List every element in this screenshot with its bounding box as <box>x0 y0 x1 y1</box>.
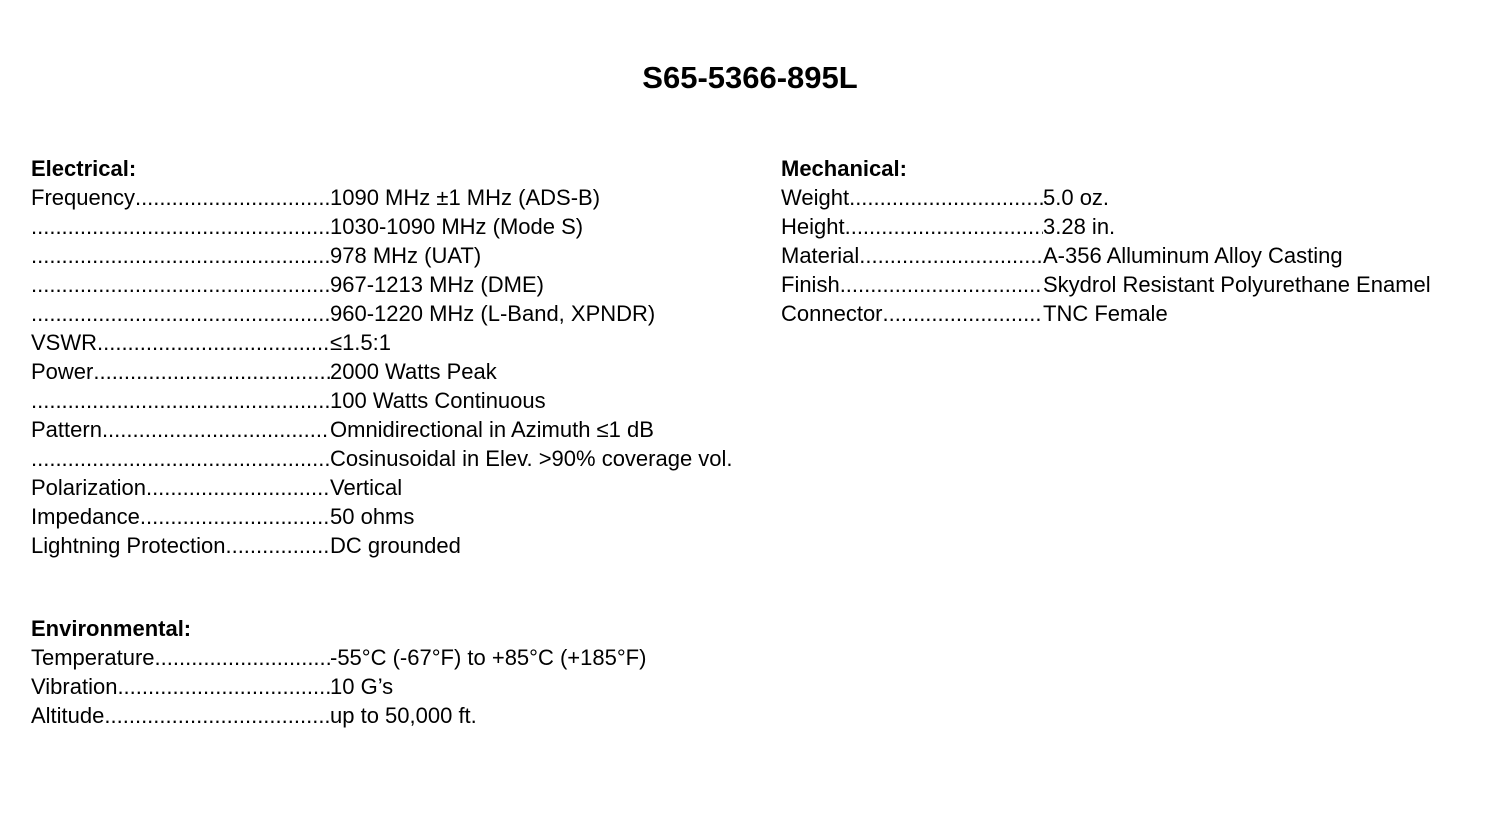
spec-row <box>31 701 646 730</box>
spec-label: Power <box>31 359 94 384</box>
spec-value: 3.28 in. <box>1043 214 1116 239</box>
spec-value: up to 50,000 ft. <box>330 703 477 728</box>
spec-value: TNC Female <box>1043 301 1168 326</box>
spec-value: 1090 MHz ±1 MHz (ADS-B) <box>330 185 601 210</box>
spec-value: 2000 Watts Peak <box>330 359 497 384</box>
dot-leader <box>135 183 330 212</box>
spec-label-leader <box>31 270 330 299</box>
spec-label-leader <box>31 701 330 730</box>
spec-label-leader <box>31 241 330 270</box>
mechanical-section <box>781 154 1431 328</box>
dot-leader <box>225 531 330 560</box>
spec-value: 50 ohms <box>330 504 415 529</box>
spec-row <box>31 415 733 444</box>
spec-row <box>781 212 1431 241</box>
spec-row <box>31 531 733 560</box>
spec-value: Skydrol Resistant Polyurethane Enamel <box>1043 272 1431 297</box>
spec-value: DC grounded <box>330 533 461 558</box>
spec-label: Frequency <box>31 185 135 210</box>
dot-leader <box>883 299 1043 328</box>
section-heading: Mechanical: <box>781 156 907 181</box>
spec-row <box>31 270 733 299</box>
spec-value: 10 G’s <box>330 674 394 699</box>
spec-label-leader <box>31 415 330 444</box>
spec-row <box>31 386 733 415</box>
spec-row <box>781 270 1431 299</box>
spec-label: Polarization <box>31 475 146 500</box>
spec-value: -55°C (-67°F) to +85°C (+185°F) <box>330 645 647 670</box>
dot-leader <box>840 270 1043 299</box>
spec-row <box>31 473 733 502</box>
spec-label: Lightning Protection <box>31 533 226 558</box>
dot-leader <box>845 212 1043 241</box>
spec-label: Weight <box>781 185 850 210</box>
spec-label: Vibration <box>31 674 118 699</box>
dot-leader <box>140 502 330 531</box>
spec-label-leader <box>781 299 1043 328</box>
dot-leader <box>859 241 1043 270</box>
dot-leader <box>104 701 330 730</box>
spec-row <box>31 183 733 212</box>
section-heading: Environmental: <box>31 616 192 641</box>
dot-leader <box>155 643 330 672</box>
spec-row <box>31 672 646 701</box>
environmental-section <box>31 614 646 730</box>
spec-label-leader <box>31 473 330 502</box>
spec-row <box>31 502 733 531</box>
spec-row <box>31 241 733 270</box>
spec-row <box>781 299 1431 328</box>
spec-value: 1030-1090 MHz (Mode S) <box>330 214 584 239</box>
dot-leader <box>31 241 330 270</box>
document-title: S65-5366-895L <box>642 60 858 95</box>
spec-value: Omnidirectional in Azimuth ≤1 dB <box>330 417 654 442</box>
dot-leader <box>31 299 330 328</box>
spec-label-leader <box>31 183 330 212</box>
spec-value: 5.0 oz. <box>1043 185 1110 210</box>
spec-label: Pattern <box>31 417 102 442</box>
dot-leader <box>97 328 330 357</box>
spec-value: ≤1.5:1 <box>330 330 392 355</box>
spec-value: 978 MHz (UAT) <box>330 243 482 268</box>
dot-leader <box>849 183 1043 212</box>
spec-row <box>31 212 733 241</box>
spec-label-leader <box>781 183 1043 212</box>
spec-label: Temperature <box>31 645 155 670</box>
spec-label: Connector <box>781 301 883 326</box>
spec-label-leader <box>31 502 330 531</box>
spec-label: Material <box>781 243 860 268</box>
spec-label-leader <box>31 444 330 473</box>
spec-row <box>781 183 1431 212</box>
spec-row <box>31 357 733 386</box>
dot-leader <box>31 386 330 415</box>
spec-row <box>31 643 646 672</box>
spec-label-leader <box>31 357 330 386</box>
spec-value: A-356 Alluminum Alloy Casting <box>1043 243 1343 268</box>
spec-label-leader <box>31 328 330 357</box>
dot-leader <box>31 212 330 241</box>
dot-leader <box>93 357 330 386</box>
spec-label: VSWR <box>31 330 97 355</box>
section-heading: Electrical: <box>31 156 137 181</box>
spec-value: 960-1220 MHz (L-Band, XPNDR) <box>330 301 656 326</box>
dot-leader <box>31 270 330 299</box>
dot-leader <box>102 415 330 444</box>
spec-row <box>31 328 733 357</box>
spec-label-leader <box>31 386 330 415</box>
spec-value: Vertical <box>330 475 403 500</box>
spec-label-leader <box>31 643 330 672</box>
spec-label-leader <box>31 531 330 560</box>
dot-leader <box>146 473 330 502</box>
spec-label: Finish <box>781 272 840 297</box>
spec-value: 100 Watts Continuous <box>330 388 546 413</box>
spec-label: Height <box>781 214 845 239</box>
spec-row <box>31 299 733 328</box>
spec-label-leader <box>31 672 330 701</box>
spec-row <box>31 444 733 473</box>
dot-leader <box>31 444 330 473</box>
spec-label-leader <box>781 270 1043 299</box>
dot-leader <box>117 672 330 701</box>
electrical-section <box>31 154 733 560</box>
spec-label-leader <box>781 212 1043 241</box>
spec-label-leader <box>31 212 330 241</box>
spec-value: Cosinusoidal in Elev. >90% coverage vol. <box>330 446 733 471</box>
spec-label: Impedance <box>31 504 140 529</box>
spec-label: Altitude <box>31 703 105 728</box>
spec-row <box>781 241 1431 270</box>
spec-label-leader <box>31 299 330 328</box>
spec-label-leader <box>781 241 1043 270</box>
spec-value: 967-1213 MHz (DME) <box>330 272 544 297</box>
